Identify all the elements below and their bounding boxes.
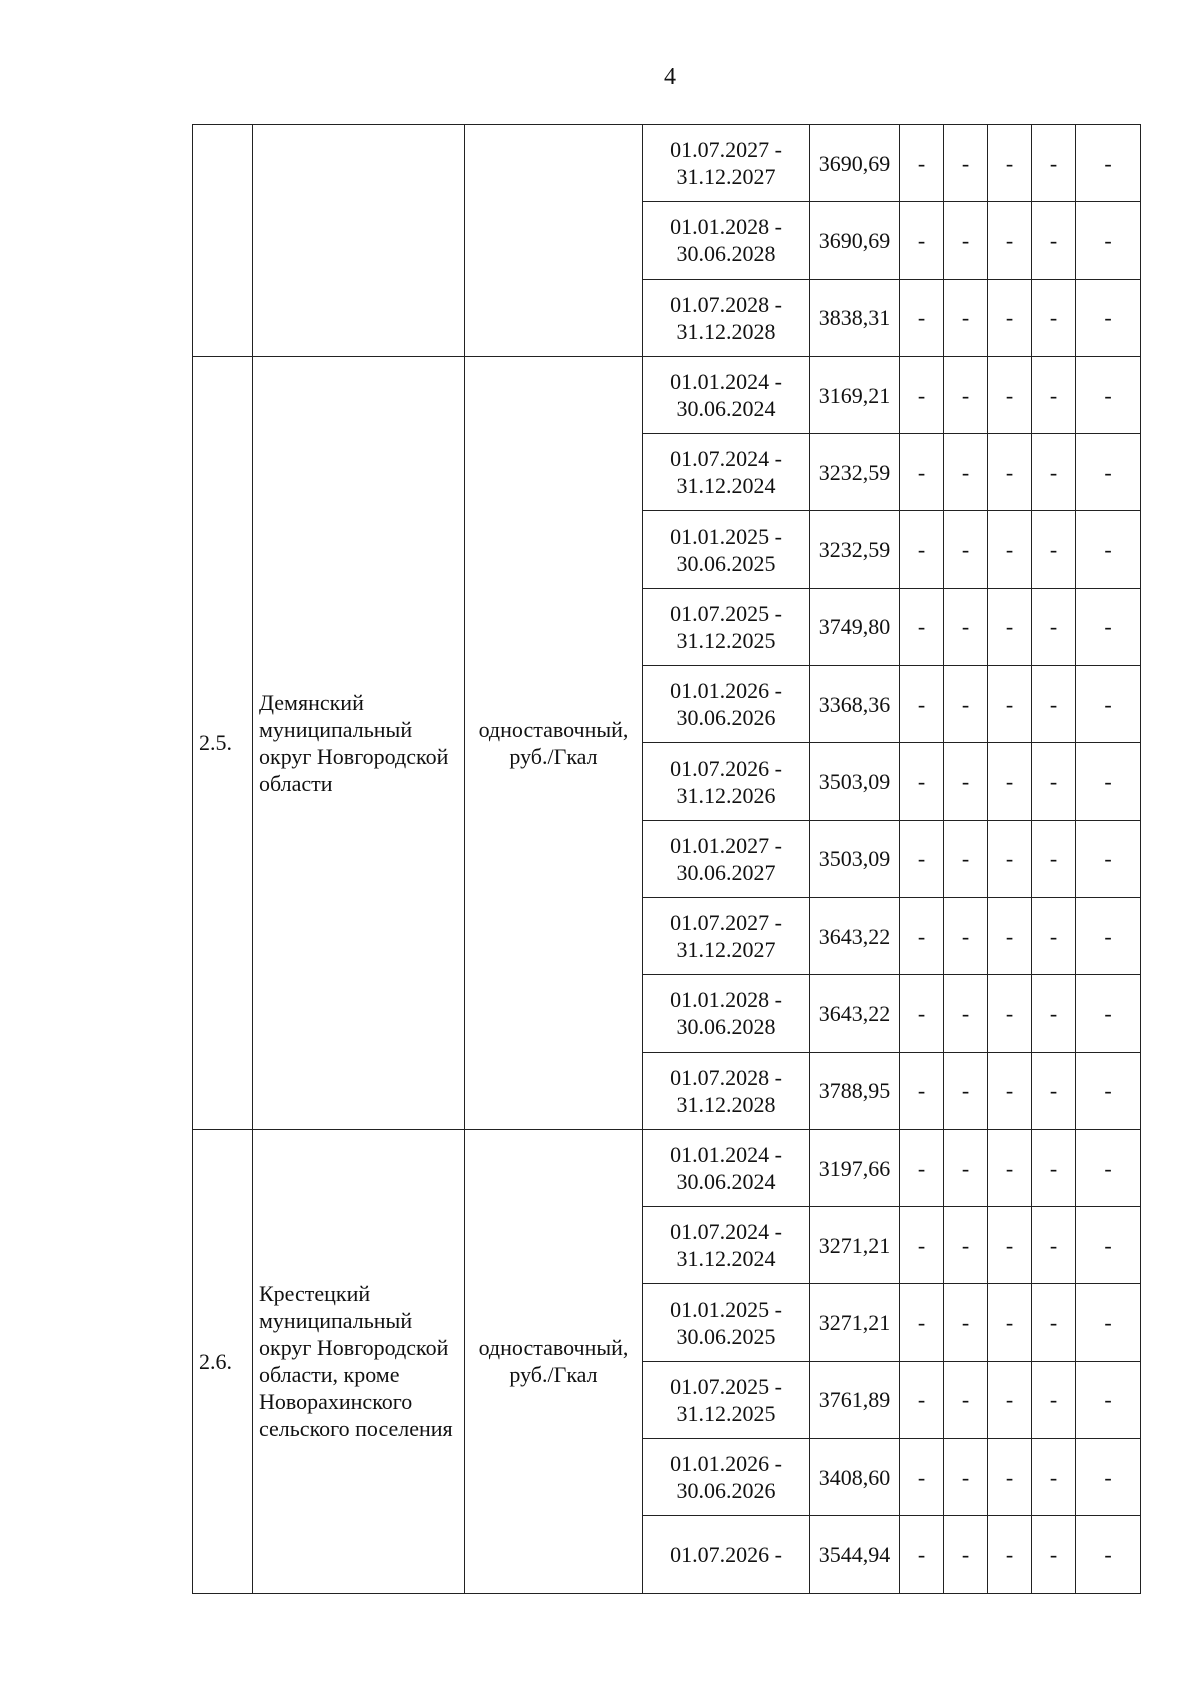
tariff-value: 3761,89 (810, 1361, 900, 1438)
tariff-value: 3544,94 (810, 1516, 900, 1593)
territory-name (253, 125, 465, 357)
dash-cell: - (988, 743, 1032, 820)
dash-cell: - (988, 666, 1032, 743)
dash-cell: - (1032, 125, 1076, 202)
table-row (193, 356, 1141, 433)
dash-cell: - (1076, 279, 1141, 356)
dash-cell: - (944, 897, 988, 974)
period-cell (643, 511, 810, 588)
period-cell (643, 279, 810, 356)
territory-name: Крестецкий муниципальный округ Новгородской области, кроме Новорахинского сельского поселения (253, 1129, 465, 1593)
period-cell (643, 1361, 810, 1438)
dash-cell: - (944, 511, 988, 588)
dash-cell: - (1076, 897, 1141, 974)
dash-cell: - (900, 820, 944, 897)
dash-cell: - (944, 434, 988, 511)
dash-cell: - (900, 666, 944, 743)
period-cell (643, 975, 810, 1052)
dash-cell: - (1032, 975, 1076, 1052)
dash-cell: - (1032, 1052, 1076, 1129)
dash-cell: - (900, 202, 944, 279)
tariff-value: 3838,31 (810, 279, 900, 356)
dash-cell: - (1076, 743, 1141, 820)
cell-line: 30.06.2026 (676, 1478, 776, 1504)
dash-cell: - (1076, 434, 1141, 511)
tariff-type (465, 125, 643, 357)
dash-cell: - (900, 279, 944, 356)
dash-cell: - (944, 666, 988, 743)
dash-cell: - (900, 1439, 944, 1516)
dash-cell: - (944, 1284, 988, 1361)
cell-line: 01.07.2026 - (670, 755, 782, 781)
tariff-value: 3368,36 (810, 666, 900, 743)
dash-cell: - (944, 1207, 988, 1284)
cell-line: 01.01.2026 - (670, 678, 782, 704)
cell-line: 01.07.2028 - (670, 291, 782, 317)
tariff-value: 3271,21 (810, 1207, 900, 1284)
tariff-value: 3690,69 (810, 125, 900, 202)
cell-line: 01.07.2024 - (670, 446, 782, 472)
dash-cell: - (1076, 975, 1141, 1052)
territory-name: Демянский муниципальный округ Новгородской области (253, 356, 465, 1129)
dash-cell: - (988, 897, 1032, 974)
dash-cell: - (900, 1284, 944, 1361)
cell-line: 01.01.2027 - (670, 832, 782, 858)
dash-cell: - (988, 588, 1032, 665)
row-number: 2.5. (193, 356, 253, 1129)
cell-line: 31.12.2024 (676, 473, 776, 499)
cell-line: руб./Гкал (509, 743, 598, 769)
cell-line: 30.06.2025 (676, 550, 776, 576)
cell-line: 30.06.2028 (676, 241, 776, 267)
dash-cell: - (1032, 511, 1076, 588)
period-cell (643, 820, 810, 897)
dash-cell: - (944, 1052, 988, 1129)
tariff-value: 3271,21 (810, 1284, 900, 1361)
tariff-type (465, 1129, 643, 1593)
cell-line: 31.12.2028 (676, 318, 776, 344)
dash-cell: - (900, 1207, 944, 1284)
dash-cell: - (944, 1439, 988, 1516)
dash-cell: - (944, 356, 988, 433)
table-row (193, 1129, 1141, 1206)
tariff-value: 3169,21 (810, 356, 900, 433)
dash-cell: - (944, 1516, 988, 1593)
period-cell (643, 588, 810, 665)
cell-line: 30.06.2024 (676, 396, 776, 422)
dash-cell: - (944, 588, 988, 665)
dash-cell: - (1032, 202, 1076, 279)
cell-line: одноставочный, (478, 716, 629, 742)
cell-line: 31.12.2024 (676, 1246, 776, 1272)
dash-cell: - (1032, 279, 1076, 356)
period-cell (643, 666, 810, 743)
dash-cell: - (1032, 1361, 1076, 1438)
dash-cell: - (1076, 1052, 1141, 1129)
dash-cell: - (1032, 897, 1076, 974)
cell-line: 01.01.2024 - (670, 1142, 782, 1167)
dash-cell: - (900, 511, 944, 588)
dash-cell: - (944, 202, 988, 279)
dash-cell: - (1076, 511, 1141, 588)
dash-cell: - (944, 1361, 988, 1438)
cell-line: 30.06.2028 (676, 1014, 776, 1040)
cell-line: 31.12.2027 (676, 937, 776, 963)
dash-cell: - (988, 1129, 1032, 1206)
cell-line: одноставочный, (478, 1335, 629, 1361)
period-cell (643, 202, 810, 279)
tariff-value: 3232,59 (810, 511, 900, 588)
dash-cell: - (944, 743, 988, 820)
cell-line: 30.06.2027 (676, 859, 776, 885)
dash-cell: - (988, 125, 1032, 202)
period-cell (643, 1052, 810, 1129)
cell-line: 01.07.2027 - (670, 910, 782, 936)
dash-cell: - (1076, 588, 1141, 665)
cell-line: 01.07.2028 - (670, 1064, 782, 1090)
dash-cell: - (988, 279, 1032, 356)
dash-cell: - (1032, 1284, 1076, 1361)
dash-cell: - (1076, 1439, 1141, 1516)
cell-line: 31.12.2027 (676, 164, 776, 190)
dash-cell: - (1076, 820, 1141, 897)
period-cell (643, 1129, 810, 1206)
cell-line: 30.06.2025 (676, 1323, 776, 1349)
dash-cell: - (1076, 202, 1141, 279)
dash-cell: - (944, 975, 988, 1052)
cell-line: руб./Гкал (509, 1362, 598, 1388)
row-number: 2.6. (193, 1129, 253, 1593)
dash-cell: - (988, 1516, 1032, 1593)
table-row (193, 125, 1141, 202)
dash-cell: - (988, 1284, 1032, 1361)
dash-cell: - (988, 1052, 1032, 1129)
cell-line: 01.01.2024 - (670, 369, 782, 395)
dash-cell: - (988, 1207, 1032, 1284)
period-cell (643, 1439, 810, 1516)
dash-cell: - (1076, 1207, 1141, 1284)
dash-cell: - (1076, 1129, 1141, 1206)
dash-cell: - (988, 434, 1032, 511)
period-cell (643, 356, 810, 433)
tariff-value: 3503,09 (810, 820, 900, 897)
cell-line: 01.07.2025 - (670, 1373, 782, 1399)
dash-cell: - (1076, 1284, 1141, 1361)
cell-line: 30.06.2024 (676, 1169, 776, 1194)
dash-cell: - (988, 202, 1032, 279)
tariff-type (465, 356, 643, 1129)
cell-line: 01.07.2025 - (670, 600, 782, 626)
dash-cell: - (900, 743, 944, 820)
dash-cell: - (988, 975, 1032, 1052)
cell-line: 01.01.2028 - (670, 987, 782, 1013)
dash-cell: - (1076, 1361, 1141, 1438)
dash-cell: - (988, 356, 1032, 433)
dash-cell: - (1032, 356, 1076, 433)
dash-cell: - (944, 1129, 988, 1206)
dash-cell: - (944, 279, 988, 356)
dash-cell: - (988, 1361, 1032, 1438)
period-cell (643, 1207, 810, 1284)
dash-cell: - (900, 897, 944, 974)
dash-cell: - (900, 1516, 944, 1593)
cell-line: 30.06.2026 (676, 705, 776, 731)
dash-cell: - (1032, 1516, 1076, 1593)
dash-cell: - (1032, 666, 1076, 743)
tariff-value: 3643,22 (810, 897, 900, 974)
tariff-value: 3690,69 (810, 202, 900, 279)
dash-cell: - (988, 1439, 1032, 1516)
dash-cell: - (900, 975, 944, 1052)
dash-cell: - (1076, 666, 1141, 743)
row-number (193, 125, 253, 357)
period-cell (643, 434, 810, 511)
period-cell (643, 125, 810, 202)
dash-cell: - (944, 125, 988, 202)
cell-line: 01.01.2026 - (670, 1451, 782, 1477)
dash-cell: - (900, 434, 944, 511)
dash-cell: - (900, 588, 944, 665)
dash-cell: - (900, 356, 944, 433)
dash-cell: - (944, 820, 988, 897)
tariff-table (192, 124, 1141, 1594)
dash-cell: - (1076, 356, 1141, 433)
period-cell (643, 1284, 810, 1361)
tariff-value: 3232,59 (810, 434, 900, 511)
cell-line: 01.01.2025 - (670, 1296, 782, 1322)
cell-line: 31.12.2025 (676, 627, 776, 653)
cell-line: 31.12.2025 (676, 1400, 776, 1426)
dash-cell: - (1076, 1516, 1141, 1593)
period-cell (643, 1516, 810, 1593)
period-cell (643, 897, 810, 974)
cell-line: 01.07.2026 - (670, 1541, 782, 1567)
dash-cell: - (1032, 588, 1076, 665)
dash-cell: - (900, 1129, 944, 1206)
page-number: 4 (664, 64, 676, 90)
tariff-value: 3643,22 (810, 975, 900, 1052)
cell-line: 01.07.2027 - (670, 137, 782, 163)
tariff-value: 3503,09 (810, 743, 900, 820)
tariff-value: 3788,95 (810, 1052, 900, 1129)
tariff-value: 3749,80 (810, 588, 900, 665)
tariff-value: 3197,66 (810, 1129, 900, 1206)
dash-cell: - (1032, 1439, 1076, 1516)
dash-cell: - (1032, 743, 1076, 820)
tariff-table-body (193, 125, 1141, 1594)
cell-line: 31.12.2028 (676, 1091, 776, 1117)
dash-cell: - (900, 1361, 944, 1438)
dash-cell: - (1032, 1129, 1076, 1206)
cell-line: 01.01.2025 - (670, 523, 782, 549)
dash-cell: - (900, 1052, 944, 1129)
dash-cell: - (1032, 434, 1076, 511)
dash-cell: - (1032, 1207, 1076, 1284)
dash-cell: - (1032, 820, 1076, 897)
dash-cell: - (988, 511, 1032, 588)
cell-line: 01.07.2024 - (670, 1219, 782, 1245)
dash-cell: - (900, 125, 944, 202)
cell-line: 01.01.2028 - (670, 214, 782, 240)
cell-line: 31.12.2026 (676, 782, 776, 808)
dash-cell: - (1076, 125, 1141, 202)
period-cell (643, 743, 810, 820)
dash-cell: - (988, 820, 1032, 897)
tariff-value: 3408,60 (810, 1439, 900, 1516)
